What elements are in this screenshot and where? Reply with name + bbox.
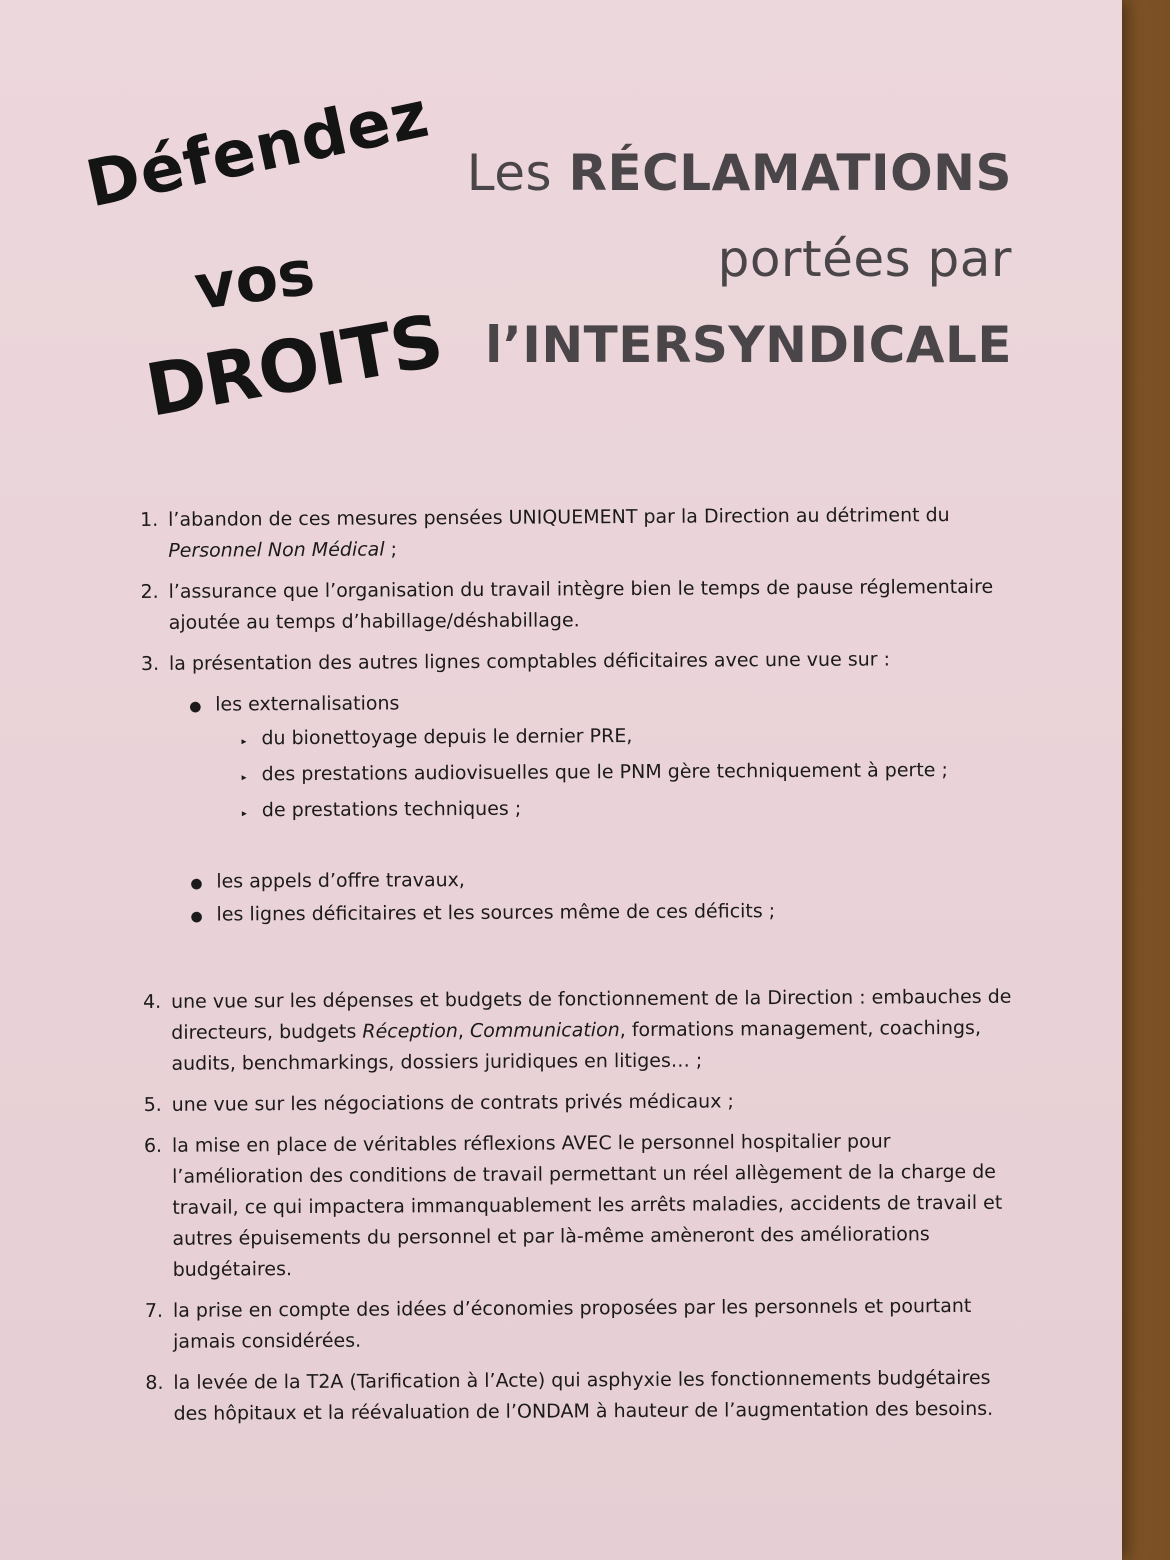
poster-title	[467, 130, 1012, 388]
claim-text: la levée de la T2A (Tarification à l’Acte) qui asphyxie les fonctionnements budgétaires des hôpitaux et la réévaluation de l’ONDAM à hauteur de l’augmentation des besoins.	[173, 1366, 994, 1425]
bullet-dot-icon: ●	[190, 908, 203, 925]
bullet-dot-icon: ●	[190, 875, 203, 892]
claim-item-1	[140, 500, 1020, 567]
claim-item-5	[144, 1085, 1024, 1121]
spacer	[170, 826, 1022, 867]
claim-text: la présentation des autres lignes comptables déficitaires avec une vue sur :	[168, 648, 891, 675]
claim-text: la mise en place de véritables réflexions AVEC le personnel hospitalier pour l’amélioration des conditions de travail permettant un réel allègement de la charge de travail, ce qui impactera immanquablement les arrêts maladies, accidents de travail et autres épuisements du personnel et par là-même amèneront des améliorations budgétaires.	[171, 1130, 1003, 1281]
sub-bullet-text: de prestations techniques ;	[261, 797, 522, 822]
claim-number: 3.	[140, 652, 160, 675]
claim-separator: ,	[457, 1019, 471, 1043]
sub-bullet-text: du bionettoyage depuis le dernier PRE,	[261, 724, 633, 750]
claim-text: l’assurance que l’organisation du travail intègre bien le temps de pause réglementaire ajoutée au temps d’habillage/déshabillage.	[168, 575, 994, 634]
claims-list	[140, 500, 1026, 1440]
claim-item-6	[144, 1126, 1025, 1286]
sub-bullet-item	[242, 754, 1022, 795]
slogan-line-3: DROITS	[140, 298, 449, 433]
claim-text: la prise en compte des idées d’économies proposées par les personnels et pourtant jamais considérées.	[172, 1294, 972, 1353]
spacer	[143, 938, 1023, 987]
claim-text: une vue sur les négociations de contrats privés médicaux ;	[171, 1090, 734, 1116]
claim-item-8	[145, 1363, 1025, 1430]
bullet-item	[190, 895, 1022, 933]
claim-number: 8.	[145, 1371, 164, 1394]
title-line-1-prefix: Les	[466, 144, 569, 202]
slogan-line-1: Défendez	[80, 77, 436, 223]
claim-text-part: , formations management, coachings, audits, benchmarkings, dossiers juridiques en litiges… ;	[171, 1016, 982, 1075]
claim-item-7	[145, 1291, 1025, 1358]
claim-text	[171, 982, 1024, 1080]
claim-text	[168, 500, 1020, 567]
claim-text-part: l’abandon de ces mesures pensées UNIQUEMENT par la Direction au détriment du	[168, 504, 950, 531]
claim-text-part: une vue sur les dépenses et budgets de fonctionnement de la Direction : embauches de directeurs, budgets	[170, 985, 1012, 1044]
triangle-bullet-icon: ▸	[241, 808, 247, 820]
claim-number: 4.	[142, 990, 162, 1013]
sub-list	[169, 685, 1022, 933]
title-line-1	[467, 130, 1012, 216]
claim-number: 5.	[143, 1093, 162, 1116]
bullet-text: les lignes déficitaires et les sources même de ces déficits ;	[216, 900, 776, 926]
bullet-text: les appels d’offre travaux,	[216, 869, 466, 893]
slogan-line-2: vos	[190, 235, 319, 325]
claim-number: 7.	[144, 1299, 164, 1322]
bullet-item	[190, 862, 1022, 900]
claim-italic: Réception	[362, 1020, 458, 1043]
claim-item-4	[143, 982, 1024, 1080]
claim-content	[169, 644, 1023, 933]
triangle-bullet-icon: ▸	[241, 736, 247, 748]
triangle-bullet-icon: ▸	[241, 772, 247, 784]
title-line-2: portées par	[717, 230, 1012, 288]
bullet-item	[189, 685, 1021, 723]
claim-number: 6.	[143, 1134, 163, 1157]
claim-italic: Personnel Non Médical	[168, 538, 385, 562]
sub-bullet-text: des prestations audiovisuelles que le PNM gère techniquement à perte ;	[261, 759, 948, 786]
claim-item-2	[140, 572, 1020, 639]
title-line-3: l’INTERSYNDICALE	[485, 316, 1012, 374]
claim-number: 1.	[140, 508, 159, 531]
sub-bullet-item	[242, 790, 1022, 831]
claim-italic: Communication	[469, 1019, 620, 1042]
claim-text-end: ;	[384, 538, 398, 561]
claim-number: 2.	[140, 580, 159, 603]
bullet-dot-icon: ●	[189, 698, 202, 715]
sub-bullet-item	[241, 718, 1021, 759]
bullet-text: les externalisations	[215, 692, 400, 716]
claim-item-3	[141, 644, 1023, 933]
title-line-1-upper: RÉCLAMATIONS	[568, 144, 1012, 202]
